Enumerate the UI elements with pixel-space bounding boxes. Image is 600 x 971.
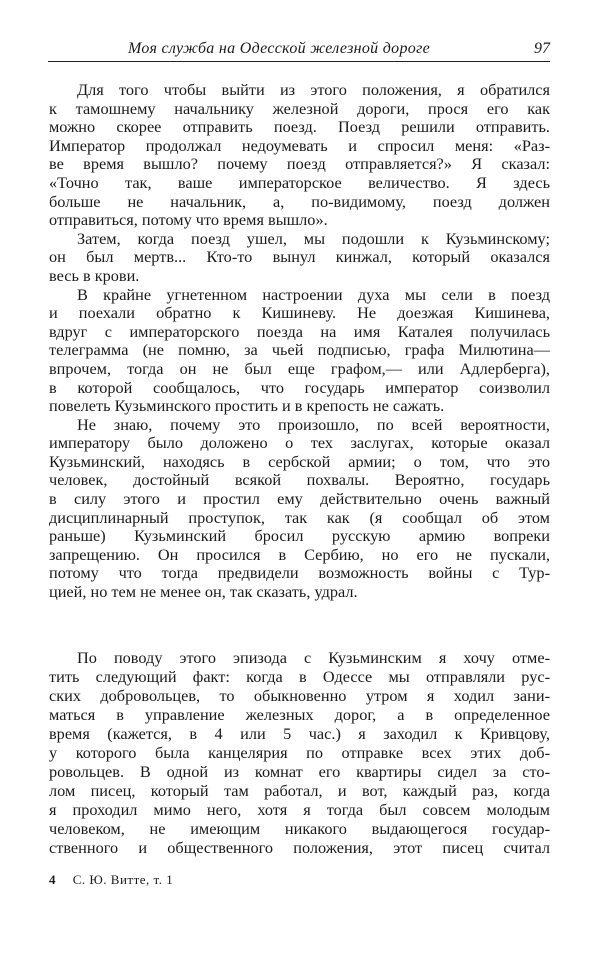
text-line: в силу этого и простил ему действительно очень важный xyxy=(49,489,550,509)
text-line: я проходил мимо него, хотя я тогда был совсем молодым xyxy=(49,800,550,819)
page-number: 97 xyxy=(534,40,550,57)
text-line: лом писец, который там работал, и вот, каждый раз, когда xyxy=(49,781,550,800)
paragraph xyxy=(49,81,550,230)
text-line: время (кажется, в 4 или 5 час.) я заходил к Кривцову, xyxy=(49,724,550,743)
text-line: можно скорее отправить поезд. Поезд решили отправить. xyxy=(49,117,550,137)
text-line: он был мертв... Кто-то вынул кинжал, который оказался xyxy=(49,247,550,267)
paragraph xyxy=(49,648,550,857)
text-line: больше не начальник, а, по-видимому, поезд должен xyxy=(49,191,550,211)
text-section-2 xyxy=(49,648,550,857)
text-line: ве время вышло? почему поезд отправляется?» Я сказал: xyxy=(49,154,550,174)
text-line: ских добровольцев, то обыкновенно утром я ходил зани- xyxy=(49,686,550,705)
text-line: дисциплинарный проступок, так как (я сообщал об этом xyxy=(49,507,550,527)
text-line: весь в крови. xyxy=(49,265,140,285)
text-line: Не знаю, почему это произошло, по всей вероятности, xyxy=(77,414,550,434)
text-line: у которого была канцелярия по отправке всех этих доб- xyxy=(49,743,550,762)
paragraph xyxy=(49,230,550,286)
text-line: Затем, когда поезд ушел, мы подошли к Кузьминскому; xyxy=(77,228,550,248)
text-line: «Точно так, ваше императорское величество. Я здесь xyxy=(49,172,550,192)
text-line: отправиться, потому что время вышло». xyxy=(49,210,328,230)
paragraph xyxy=(49,416,550,602)
text-line: повелеть Кузьминского простить и в крепость не сажать. xyxy=(49,396,445,416)
signature-mark: 4 xyxy=(49,872,56,887)
source-note: С. Ю. Витте, т. 1 xyxy=(72,872,174,887)
text-section-1 xyxy=(49,81,550,602)
text-line: цией, но тем не менее он, так сказать, удрал. xyxy=(49,582,358,602)
text-line: императору было доложено о тех заслугах, которые оказал xyxy=(49,433,550,453)
text-line: В крайне угнетенном настроении духа мы сели в поезд xyxy=(77,284,550,304)
running-header xyxy=(48,40,550,62)
text-line: раньше) Кузьминский бросил русскую армию вопреки xyxy=(49,526,550,546)
text-line: к тамошнему начальнику железной дороги, прося его как xyxy=(49,98,550,118)
text-line: вдруг с императорского поезда на имя Каталея получилась xyxy=(49,321,550,341)
text-line: маться в управление железных дорог, а в определенное xyxy=(49,705,550,724)
text-line: По поводу этого эпизода с Кузьминским я хочу отме- xyxy=(77,648,550,667)
text-line: Для того чтобы выйти из этого положения, я обратился xyxy=(77,80,550,99)
text-line: впрочем, тогда он не был еще графом,— или Адлерберга), xyxy=(49,358,550,378)
text-line: человек, достойный всякой похвалы. Вероятно, государь xyxy=(49,470,550,490)
text-line: человеком, не имеющим никакого выдающегося государ- xyxy=(49,819,550,838)
text-line: и поехали обратно к Кишиневу. Не доезжая Кишинева, xyxy=(49,303,550,323)
text-line: ровольцев. В одной из комнат его квартиры сидел за сто- xyxy=(49,762,550,781)
text-line: тить следующий факт: когда в Одессе мы отправляли рус- xyxy=(49,667,550,686)
paragraph xyxy=(49,286,550,416)
page-footer xyxy=(49,872,173,888)
text-line: Император продолжал недоумевать и спросил меня: «Раз- xyxy=(49,135,550,155)
text-line: ственного и общественного положения, этот писец считал xyxy=(49,838,550,857)
running-title: Моя служба на Одесской железной дороге xyxy=(127,40,431,57)
text-line: в которой сообщалось, что государь император соизволил xyxy=(49,377,550,397)
text-line: потому что тогда предвидели возможность войны с Тур- xyxy=(49,563,550,583)
text-line: Кузьминский, находясь в сербской армии; о том, что это xyxy=(49,451,550,471)
text-line: телеграмма (не помню, за чьей подписью, графа Милютина— xyxy=(49,340,550,360)
text-line: запрещению. Он просился в Сербию, но его не пускали, xyxy=(49,544,550,564)
